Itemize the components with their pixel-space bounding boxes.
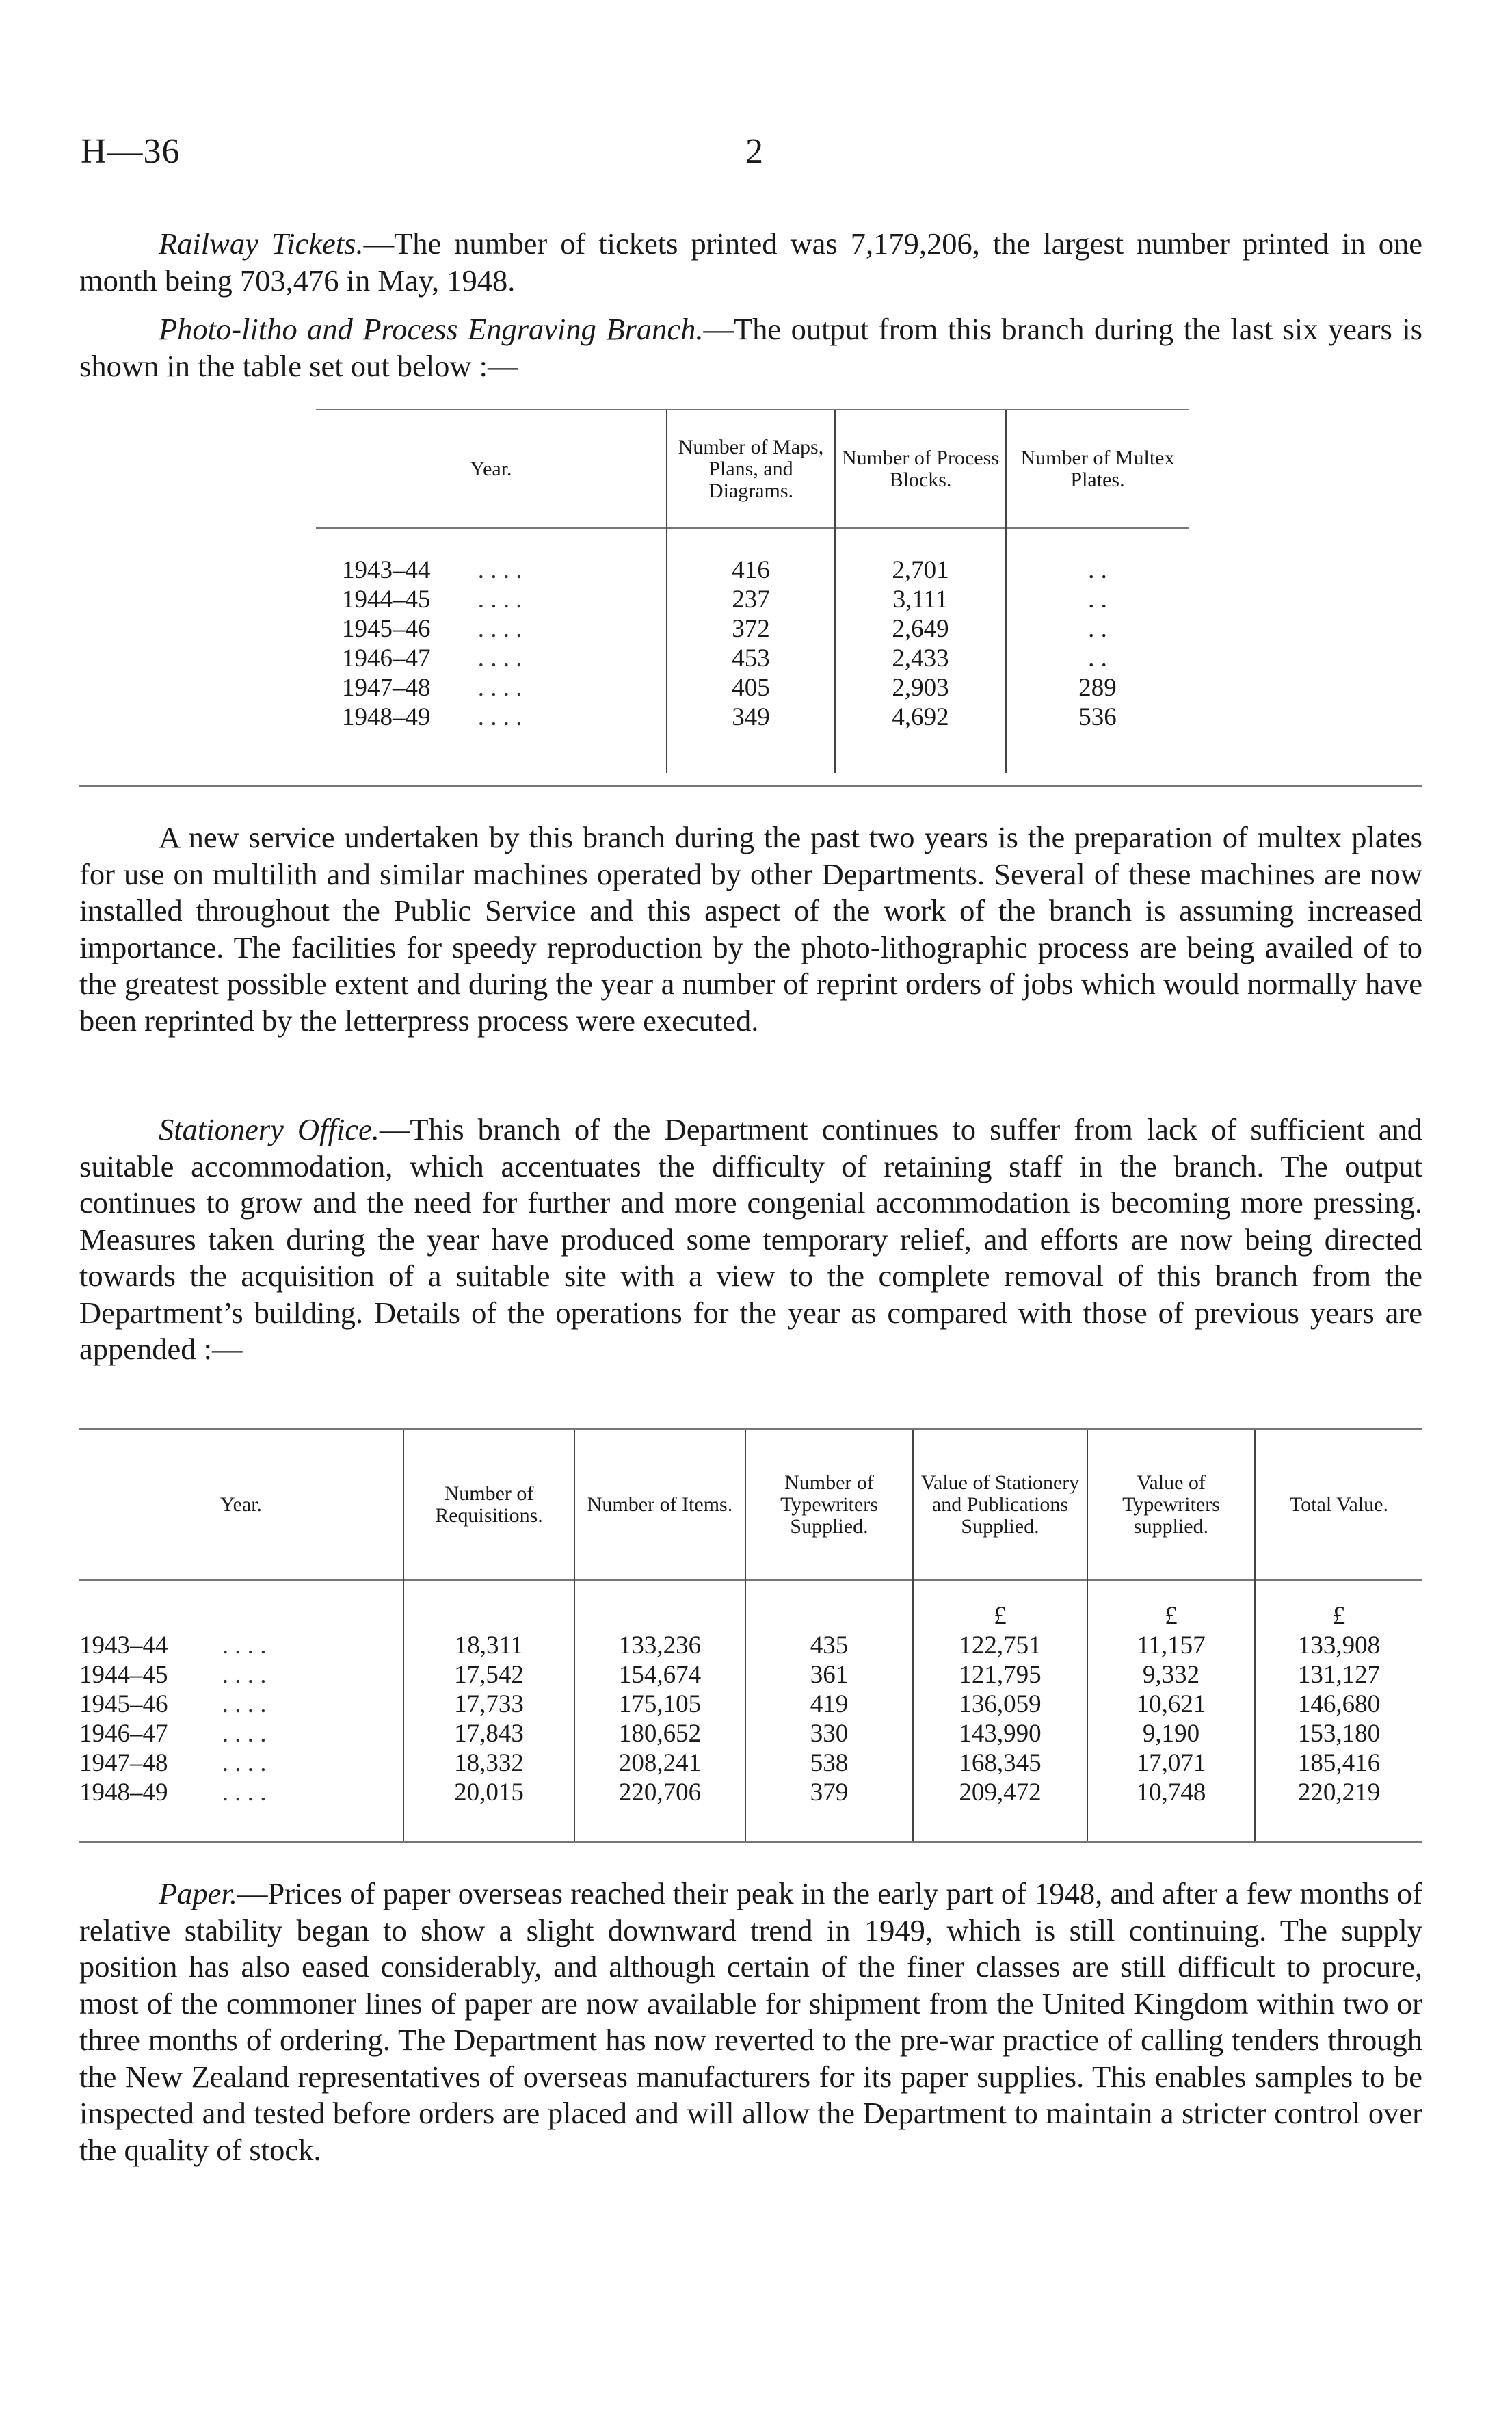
table1-maps: 237: [667, 585, 835, 614]
table2-header-requisitions: Number of Requisitions.: [403, 1430, 574, 1580]
table-row: [316, 555, 1189, 585]
table2-items: 154,674: [574, 1660, 745, 1690]
paper-text: —Prices of paper overseas reached their peak in the early part of 1948, and after a few months of relative stability began to show a slight downward trend in 1949, which is still continuing. The supply position has also eased considerably, and although certain of the finer classes are still difficult to procure, most of the commoner lines of paper are now available for shipment from the United Kingdom within two or three months of ordering. The Department has now reverted to the pre-war practice of calling tenders through the New Zealand representatives of overseas manufacturers for its paper supplies. This enables samples to be inspected and tested before orders are placed and will allow the Department to maintain a stricter control over the quality of stock.: [79, 1876, 1422, 2167]
currency-symbol: £: [1087, 1580, 1255, 1631]
stationery-office-paragraph: [79, 1112, 1422, 1368]
photo-litho-title: Photo-litho and Process Engraving Branch.: [159, 312, 704, 346]
table1-maps: 416: [667, 555, 835, 585]
table2-year: 1947–48: [79, 1749, 168, 1777]
currency-symbol: £: [913, 1580, 1087, 1631]
table2-typewriter-value: 17,071: [1087, 1748, 1255, 1778]
table2-total-value: 185,416: [1297, 1749, 1381, 1777]
railway-tickets-paragraph: [79, 226, 1422, 299]
table2-header-total-value: Total Value.: [1290, 1493, 1388, 1516]
table2-requisitions: 20,015: [403, 1778, 574, 1807]
table1-header-year: Year.: [316, 410, 667, 528]
currency-symbol: £: [1332, 1602, 1346, 1630]
table2-total-value: 146,680: [1297, 1690, 1381, 1718]
table-row: [316, 702, 1189, 732]
table1-leader: . . . .: [477, 556, 522, 584]
table2-leader: . . . .: [222, 1720, 267, 1748]
table1-leader: . . . .: [477, 674, 522, 702]
table2-stationery-value: 168,345: [913, 1748, 1087, 1778]
table2-typewriters: 435: [745, 1631, 913, 1660]
table2-typewriter-value: 10,748: [1087, 1778, 1255, 1807]
photo-litho-table: [316, 410, 1189, 773]
table1-multex: 536: [1078, 703, 1117, 731]
table1-blocks: 2,903: [835, 673, 1006, 702]
paper-paragraph: [79, 1876, 1422, 2168]
table1-year: 1946–47: [342, 644, 431, 672]
table2-typewriter-value: 10,621: [1087, 1690, 1255, 1719]
table1-maps: 453: [667, 644, 835, 673]
table2-stationery-value: 209,472: [913, 1778, 1087, 1807]
table2-typewriter-value: 11,157: [1087, 1631, 1255, 1660]
table2-header-typewriter-value: Value of Typewriters supplied.: [1087, 1430, 1255, 1580]
table2-year: 1946–47: [79, 1720, 168, 1748]
table2-leader: . . . .: [222, 1690, 267, 1718]
multex-text: A new service undertaken by this branch during the past two years is the preparation of multex plates for use on multilith and similar machines operated by other Departments. Several of these machines are now installed throughout the Public Service and this aspect of the work of the branch is assuming increased importance. The facilities for speedy reproduction by the photo-lithographic process are being availed of to the greatest possible extent and during the year a number of reprint orders of jobs which would normally have been reprinted by the letterpress process were executed.: [79, 820, 1422, 1038]
stationery-office-text: —This branch of the Department continues to suffer from lack of sufficient and suitable accommodation, which accentuates the difficulty of retaining staff in the branch. The output continues to grow and the need for further and more congenial accommodation is becoming more pressing. Measures taken during the year have produced some temporary relief, and efforts are now being directed towards the acquisition of a suitable site with a view to the complete removal of this branch from the Department’s building. Details of the operations for the year as compared with those of previous years are appended :—: [79, 1112, 1423, 1366]
table2-total-value: 220,219: [1297, 1778, 1381, 1806]
table1-multex: . .: [1088, 615, 1107, 643]
table2-items: 133,236: [574, 1631, 745, 1660]
table1-leader: . . . .: [477, 586, 522, 614]
table1-blocks: 2,649: [835, 614, 1006, 644]
table2-stationery-value: 136,059: [913, 1690, 1087, 1719]
table2-typewriters: 379: [745, 1778, 913, 1807]
table1-blocks: 2,701: [835, 555, 1006, 585]
table-row: [79, 1690, 1422, 1719]
table2-items: 220,706: [574, 1778, 745, 1807]
table1-blocks: 2,433: [835, 644, 1006, 673]
photo-litho-paragraph: [79, 311, 1422, 384]
table1-year: 1947–48: [342, 674, 431, 702]
document-reference: H—36: [81, 132, 181, 171]
table1-multex: . .: [1088, 644, 1107, 672]
table-row: [79, 1719, 1422, 1748]
table-row: [79, 1660, 1422, 1690]
table2-leader: . . . .: [222, 1661, 267, 1689]
table2-items: 175,105: [574, 1690, 745, 1719]
stationery-table: [79, 1430, 1422, 1841]
table1-multex: 289: [1078, 674, 1117, 702]
table1-year: 1948–49: [342, 703, 431, 731]
table-row: [79, 1631, 1422, 1660]
railway-tickets-title: Railway Tickets.: [159, 226, 364, 261]
table-row: [79, 1748, 1422, 1778]
table1-header-blocks: Number of Process Blocks.: [835, 410, 1006, 528]
table1-leader: . . . .: [477, 703, 522, 731]
table-row: [316, 614, 1189, 644]
table1-header-maps: Number of Maps, Plans, and Diagrams.: [667, 410, 835, 528]
table2-typewriters: 330: [745, 1719, 913, 1748]
table1-year: 1944–45: [342, 586, 431, 614]
table2-typewriters: 538: [745, 1748, 913, 1778]
table-row: [79, 1778, 1422, 1807]
table2-requisitions: 17,542: [403, 1660, 574, 1690]
paper-title: Paper.: [159, 1876, 237, 1910]
table2-stationery-value: 122,751: [913, 1631, 1087, 1660]
table-row: [316, 673, 1189, 702]
table1-header-multex: Number of Multex Plates.: [1020, 446, 1175, 491]
table1-year: 1945–46: [342, 615, 431, 643]
table2-total-value: 131,127: [1297, 1661, 1381, 1689]
table1-bottom-rule: [79, 785, 1422, 787]
table1-leader: . . . .: [477, 644, 522, 672]
table2-requisitions: 17,843: [403, 1719, 574, 1748]
table1-maps: 349: [667, 702, 835, 732]
table2-year: 1948–49: [79, 1778, 168, 1806]
table-row: [316, 644, 1189, 673]
table1-blocks: 4,692: [835, 702, 1006, 732]
table2-year: 1944–45: [79, 1661, 168, 1689]
table2-total-value: 153,180: [1297, 1720, 1381, 1748]
table1-blocks: 3,111: [835, 585, 1006, 614]
table2-year: 1943–44: [79, 1631, 168, 1659]
table2-items: 180,652: [574, 1719, 745, 1748]
table2-requisitions: 17,733: [403, 1690, 574, 1719]
table1-year: 1943–44: [342, 556, 431, 584]
stationery-office-title: Stationery Office.: [159, 1112, 380, 1146]
table2-stationery-value: 121,795: [913, 1660, 1087, 1690]
table1-multex: . .: [1088, 586, 1107, 614]
photo-litho-text: —The output from this branch during the last six years is shown in the table set out below :—: [79, 312, 1422, 383]
table2-header-items: Number of Items.: [574, 1430, 745, 1580]
table2-items: 208,241: [574, 1748, 745, 1778]
table2-typewriter-value: 9,190: [1087, 1719, 1255, 1748]
table1-multex: . .: [1088, 556, 1107, 584]
table1-leader: . . . .: [477, 615, 522, 643]
table2-leader: . . . .: [222, 1749, 267, 1777]
table-row: [316, 585, 1189, 614]
table2-typewriter-value: 9,332: [1087, 1660, 1255, 1690]
table2-header-year: Year.: [79, 1430, 403, 1580]
table2-stationery-value: 143,990: [913, 1719, 1087, 1748]
table2-year: 1945–46: [79, 1690, 168, 1718]
table2-typewriters: 419: [745, 1690, 913, 1719]
table2-requisitions: 18,311: [403, 1631, 574, 1660]
page-number: 2: [745, 132, 763, 171]
table2-leader: . . . .: [222, 1631, 267, 1659]
table1-maps: 405: [667, 673, 835, 702]
table2-total-value: 133,908: [1297, 1631, 1381, 1659]
table2-typewriters: 361: [745, 1660, 913, 1690]
multex-paragraph: [79, 819, 1422, 1039]
table2-header-typewriters: Number of Typewriters Supplied.: [745, 1430, 913, 1580]
table2-header-stationery-value: Value of Stationery and Publications Supplied.: [913, 1430, 1087, 1580]
table2-bottom-rule: [79, 1841, 1422, 1843]
table2-requisitions: 18,332: [403, 1748, 574, 1778]
table1-maps: 372: [667, 614, 835, 644]
railway-tickets-text: —The number of tickets printed was 7,179,206, the largest number printed in one month being 703,476 in May, 1948.: [79, 226, 1422, 298]
table2-leader: . . . .: [222, 1778, 267, 1806]
